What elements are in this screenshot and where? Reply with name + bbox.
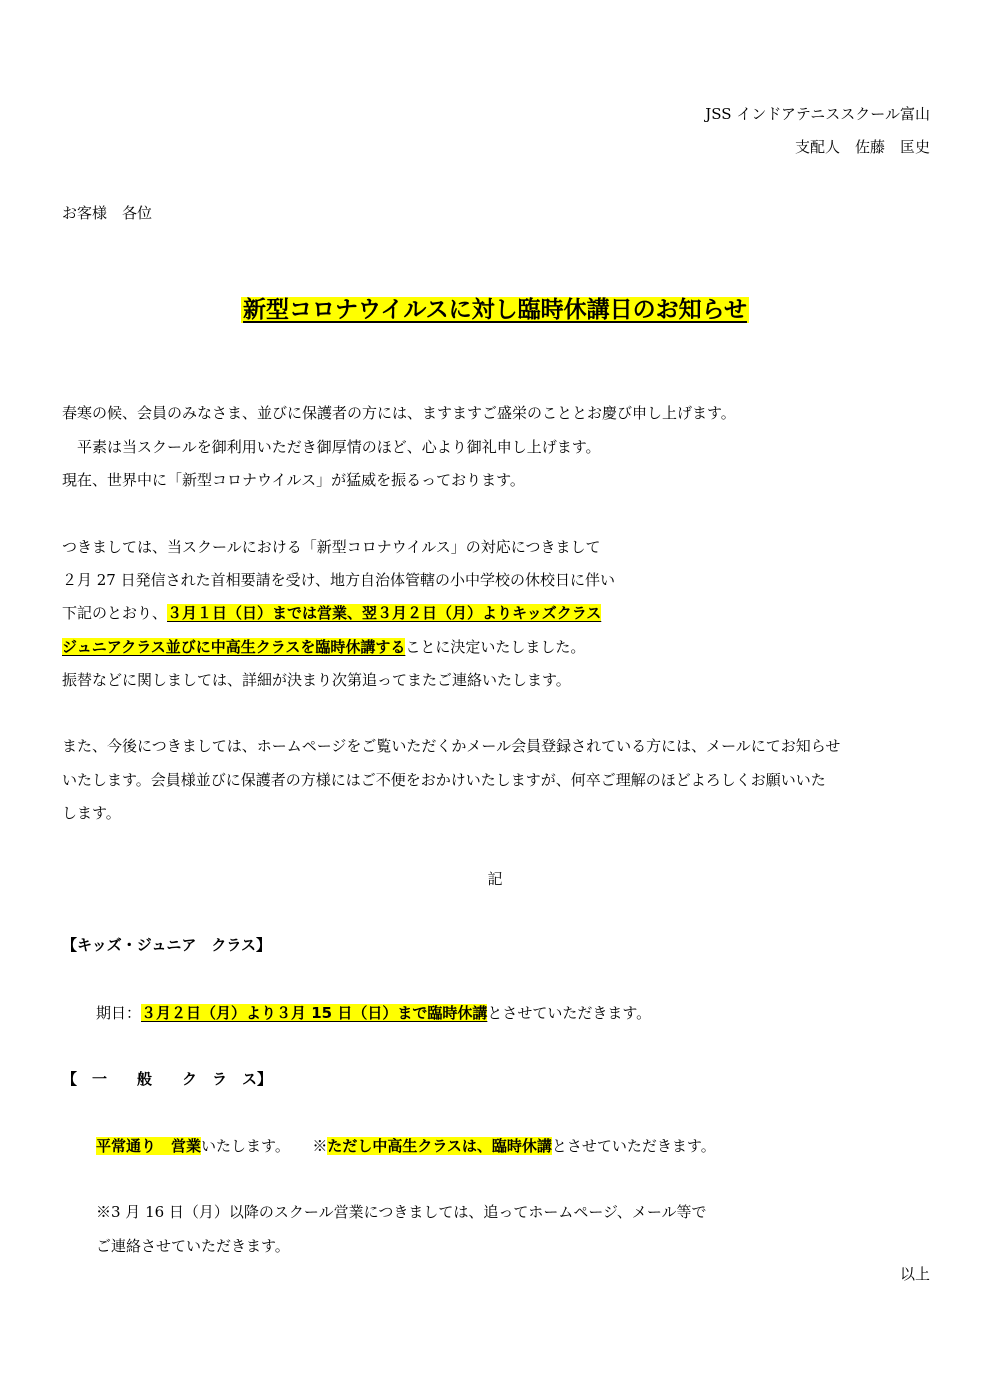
intro-line-3: 現在、世界中に「新型コロナウイルス」が猛威を振るっております。 — [62, 471, 525, 489]
ki-mark: 記 — [487, 870, 503, 888]
notice-line-2: いたします。会員様並びに保護者の方様にはご不便をおかけいたしますが、何卒ご理解のほどよろしくお願いいた — [62, 771, 826, 789]
kids-schedule — [96, 1003, 651, 1023]
intro-line-2: 平素は当スクールを御利用いただき御厚情のほど、心より御礼申し上げます。 — [62, 438, 601, 456]
title-text: 新型コロナウイルスに対し臨時休講日のお知らせ — [243, 297, 747, 323]
body-line-5: 振替などに関しましては、詳細が決まり次第追ってまたご連絡いたします。 — [62, 671, 571, 689]
body-line-3-lead: 下記のとおり、 — [62, 604, 168, 622]
body-line-2: ２月 27 日発信された首相要請を受け、地方自治体管轄の小中学校の休校日に伴い — [62, 571, 616, 589]
footnote-line-1: ※3 月 16 日（月）以降のスクール営業につきましては、追ってホームページ、メール等で — [96, 1203, 707, 1221]
highlight-normal-operation: 平常通り 営業 — [96, 1137, 202, 1155]
body-line-4 — [62, 637, 585, 657]
highlight-operation-schedule: ３月１日（日）までは営業、翌３月２日（月）よりキッズクラス — [167, 604, 602, 622]
kids-schedule-tail: とさせていただきます。 — [487, 1004, 652, 1022]
highlight-closure-classes: ジュニアクラス並びに中高生クラスを臨時休講する — [62, 638, 406, 656]
organization-name: JSS インドアテニススクール富山 — [705, 105, 930, 123]
addressee: お客様 各位 — [62, 204, 153, 222]
closing-mark: 以上 — [899, 1265, 930, 1283]
kids-section-heading: 【キッズ・ジュニア クラス】 — [62, 936, 271, 954]
notice-line-3: します。 — [62, 804, 121, 822]
highlight-middle-high-closure: ただし中高生クラスは、臨時休講 — [327, 1137, 552, 1155]
intro-line-1: 春寒の候、会員のみなさま、並びに保護者の方には、ますますご盛栄のこととお慶び申し上げます。 — [62, 404, 736, 422]
notice-line-1: また、今後につきましては、ホームページをご覧いただくかメール会員登録されている方には、メールにてお知らせ — [62, 737, 841, 755]
general-schedule-mid: いたします。 ※ — [201, 1137, 328, 1155]
kids-date-label: 期日： — [96, 1004, 142, 1022]
highlight-kids-closure: ３月２日（月）より３月 15 日（日）まで臨時休講 — [141, 1004, 488, 1022]
body-line-1: つきましては、当スクールにおける「新型コロナウイルス」の対応につきまして — [62, 538, 601, 556]
general-schedule-tail: とさせていただきます。 — [551, 1137, 716, 1155]
body-line-4-tail: ことに決定いたしました。 — [405, 638, 586, 656]
document-title — [0, 292, 990, 330]
footnote-line-2: ご連絡させていただきます。 — [96, 1237, 290, 1255]
general-schedule — [96, 1136, 716, 1156]
general-section-heading: 【 一 般 ク ラ ス】 — [62, 1070, 273, 1088]
body-line-3 — [62, 603, 601, 623]
manager-name: 支配人 佐藤 匡史 — [794, 138, 930, 156]
